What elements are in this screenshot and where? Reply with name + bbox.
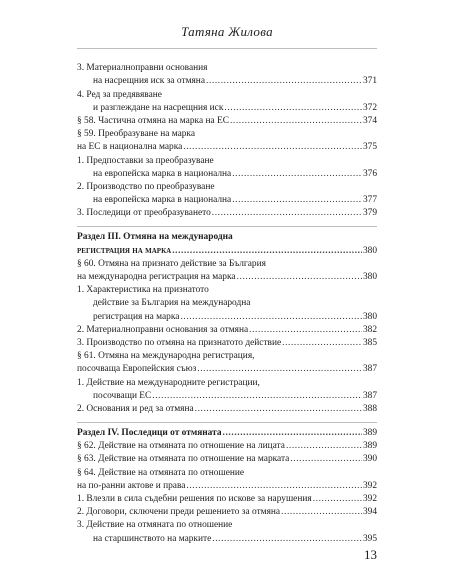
toc-entry (77, 154, 377, 167)
toc-entry-text: регистрация на марка (93, 311, 180, 322)
dot-leader (286, 440, 362, 453)
toc-entry-text: действие за България на международна (93, 298, 251, 309)
page-ref: 392 (362, 494, 377, 504)
toc-entry (77, 466, 377, 479)
toc-entry-text: посочваща Европейския съюз (77, 364, 197, 375)
toc-entry (77, 363, 377, 376)
page-ref: 389 (362, 441, 377, 452)
page-ref: 394 (362, 507, 377, 518)
section-divider (77, 422, 377, 423)
toc-entry (77, 403, 377, 416)
toc-entry (77, 284, 377, 297)
page-ref: 392 (362, 480, 377, 491)
running-header: Татяна Жилова (181, 24, 273, 39)
toc-entry-text: 3. Последици от преобразуването (77, 208, 211, 219)
toc-entry (77, 62, 377, 75)
page-ref: 372 (362, 102, 377, 113)
toc-group-1 (77, 62, 377, 220)
dot-leader (172, 245, 362, 258)
dot-leader (230, 115, 362, 128)
section-divider (77, 226, 377, 227)
dot-leader (232, 194, 362, 207)
page-ref: 380 (362, 272, 377, 282)
toc-group-2 (77, 258, 377, 416)
toc-entry (77, 102, 377, 115)
toc-entry-text: 4. Ред за предявяване (77, 89, 162, 100)
toc-entry (77, 440, 377, 453)
toc-entry (77, 115, 377, 128)
page-ref: 389 (362, 428, 377, 439)
dot-leader (290, 453, 362, 466)
toc-entry-text: 1. Влезли в сила съдебни решения по искове за нарушения (77, 494, 312, 504)
page-ref: 374 (362, 115, 377, 126)
toc-entry-text: § 61. Отмяна на международна регистрация, (77, 351, 255, 362)
dot-leader (282, 337, 362, 350)
toc-entry (77, 337, 377, 350)
toc-entry-text: 3. Действие на отмяната по отношение (77, 520, 233, 531)
toc-entry (77, 506, 377, 519)
dot-leader (281, 506, 362, 519)
page-ref: 387 (362, 390, 377, 401)
toc-entry-text: 2. Производство по преобразуване (77, 181, 215, 192)
toc-entry-text: § 64. Действие на отмяната по отношение (77, 467, 245, 478)
toc-entry (77, 75, 377, 88)
dot-leader (180, 311, 362, 324)
toc-section-3-title: Раздел III. Отмяна на международна (77, 232, 233, 243)
toc-entry-text: § 63. Действие на отмяната по отношение на марката (77, 454, 290, 465)
page-ref: 375 (362, 142, 377, 153)
page-ref: 388 (362, 403, 377, 414)
toc-group-3 (77, 440, 377, 546)
dot-leader (212, 533, 362, 546)
toc-entry-text: и разглеждане на насрещния иск (93, 102, 224, 113)
toc-entry (77, 453, 377, 466)
toc-entry-text: на международна регистрация на марка (77, 272, 236, 282)
dot-leader (195, 403, 362, 416)
toc-section-3-title-cont: регистрация на марка ..... 380 (77, 244, 377, 257)
page-number: 13 (364, 547, 377, 562)
page-ref: 385 (362, 337, 377, 348)
toc-entry (77, 128, 377, 141)
toc-entry (77, 207, 377, 220)
toc-entry (77, 88, 377, 101)
page-ref: 380 (362, 245, 377, 256)
dot-leader (152, 390, 362, 403)
toc-entry (77, 258, 377, 271)
toc-entry (77, 181, 377, 194)
table-of-contents (77, 62, 377, 546)
toc-entry-text: 1. Действие на международните регистрации, (77, 377, 260, 388)
dot-leader (212, 207, 362, 220)
toc-entry-text: 1. Характеристика на признатото (77, 285, 209, 296)
toc-entry (77, 376, 377, 389)
toc-entry (77, 168, 377, 181)
toc-entry (77, 480, 377, 493)
page-ref: 382 (362, 324, 377, 335)
page-ref: 377 (362, 195, 377, 206)
toc-entry-text: на европейска марка в национална (93, 168, 232, 179)
toc-entry (77, 493, 377, 506)
toc-entry-text: 3. Материалноправни основания (77, 63, 208, 74)
dot-leader (186, 480, 362, 493)
page-ref: 387 (362, 364, 377, 375)
toc-entry-text: посочващи ЕС (93, 390, 152, 401)
dot-leader (223, 427, 362, 440)
dot-leader (249, 324, 362, 337)
page-ref: 376 (362, 168, 377, 179)
toc-entry-text: § 62. Действие на отмяната по отношение на лицата (77, 441, 285, 452)
dot-leader (197, 363, 362, 376)
toc-entry-text: 2. Основания и ред за отмяна (77, 403, 194, 414)
toc-entry (77, 271, 377, 284)
dot-leader (224, 102, 362, 115)
page-ref: 371 (362, 76, 377, 87)
toc-entry-text: на по-ранни актове и права (77, 480, 186, 491)
toc-entry (77, 194, 377, 207)
dot-leader (313, 493, 362, 506)
page-ref: 390 (362, 454, 377, 465)
dot-leader (232, 168, 362, 181)
toc-entry-text: 1. Предпоставки за преобразуване (77, 155, 214, 166)
page-ref: 380 (362, 311, 377, 322)
page-ref: 379 (362, 208, 377, 219)
toc-entry (77, 390, 377, 403)
toc-entry-text: на насрещния иск за отмяна (93, 76, 205, 87)
toc-entry-text: на европейска марка в национална (93, 195, 232, 206)
toc-entry-text: § 58. Частична отмяна на марка на ЕС (77, 115, 229, 126)
toc-entry-text: § 60. Отмяна на признато действие за България (77, 258, 266, 269)
toc-entry (77, 141, 377, 154)
toc-entry (77, 350, 377, 363)
toc-entry-text: 3. Производство по отмяна на признатото действие (77, 337, 282, 348)
toc-entry-text: на ЕС в национална марка (77, 142, 183, 153)
toc-entry-text: § 59. Преобразуване на марка (77, 129, 196, 140)
header-rule (77, 48, 377, 49)
toc-entry (77, 324, 377, 337)
toc-entry-text: 2. Договори, сключени преди решението за отмяна (77, 507, 281, 518)
toc-entry (77, 310, 377, 323)
toc-entry-text: 2. Материалноправни основания за отмяна (77, 324, 249, 335)
toc-entry (77, 297, 377, 310)
toc-entry (77, 532, 377, 545)
page-ref: 395 (362, 533, 377, 544)
toc-entry (77, 519, 377, 532)
toc-section-4-title: Раздел IV. Последици от отмяната ..... 389 (77, 427, 377, 440)
dot-leader (183, 141, 362, 154)
dot-leader (206, 75, 362, 88)
dot-leader (237, 271, 362, 284)
toc-entry-text: на старшинството на марките (93, 533, 212, 544)
